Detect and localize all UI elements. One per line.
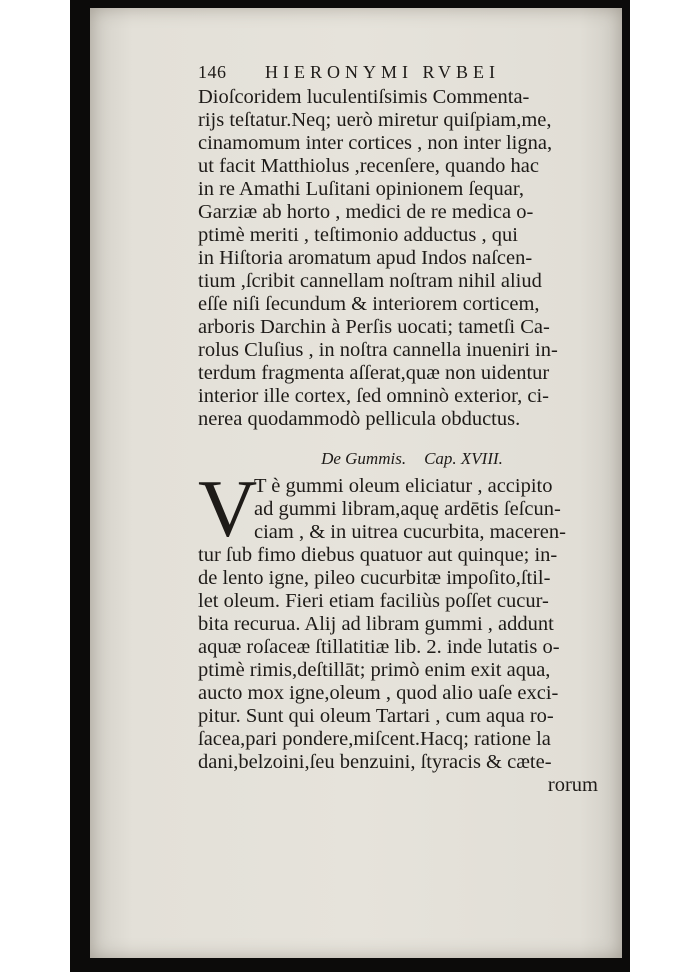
running-title: HIERONYMI RVBEI — [265, 62, 501, 82]
running-head — [198, 58, 606, 86]
text-line: arboris Darchin à Perſis uocati; tametſi Ca- — [198, 316, 550, 338]
paragraph-continued — [198, 86, 606, 431]
text-line: Dioſcoridem luculentiſsimis Commenta- — [198, 86, 530, 108]
text-line: de lento igne, pileo cucurbitæ impoſito,ſtil- — [198, 567, 551, 589]
text-line: ad gummi libram,aquę ardētis ſeſcun- — [254, 498, 561, 520]
text-line: aucto mox igne,oleum , quod alio uaſe exci- — [198, 682, 559, 704]
chapter-heading — [198, 431, 606, 475]
chapter-title: De Gummis. — [321, 449, 407, 468]
drop-cap: V — [198, 463, 258, 554]
text-line: ptimè meriti , teſtimonio adductus , qui — [198, 224, 518, 246]
text-line: in Hiſtoria aromatum apud Indos naſcen- — [198, 247, 533, 269]
text-line: ptimè rimis,deſtillāt; primò enim exit aqua, — [198, 659, 551, 681]
text-line: rolus Cluſius , in noſtra cannella inueniri in- — [198, 339, 558, 361]
page-number: 146 — [198, 62, 227, 82]
text-line: ciam , & in uitrea cucurbita, maceren- — [254, 521, 566, 543]
text-line: nerea quodammodò pellicula obductus. — [198, 408, 521, 430]
text-line: pitur. Sunt qui oleum Tartari , cum aqua ro- — [198, 705, 554, 727]
chapter-number: Cap. XVIII. — [424, 449, 503, 468]
text-line: interior ille cortex, ſed omninò exterior, ci- — [198, 385, 549, 407]
catchword: rorum — [547, 774, 598, 796]
text-line: tur ſub fimo diebus quatuor aut quinque; in- — [198, 544, 558, 566]
text-line: eſſe niſi ſecundum & interiorem corticem, — [198, 293, 540, 315]
text-line: Garziæ ab horto , medici de re medica o- — [198, 201, 534, 223]
text-line: ſacea,pari pondere,miſcent.Hacq; ratione la — [198, 728, 551, 750]
text-line: dani,belzoini,ſeu benzuini, ſtyracis & cæte- — [198, 751, 552, 773]
text-line: terdum fragmenta aſſerat,quæ non uidentur — [198, 362, 550, 384]
text-line: rijs teſtatur.Neq; uerò miretur quiſpiam,me, — [198, 109, 552, 131]
text-line: let oleum. Fieri etiam faciliùs poſſet cucur- — [198, 590, 549, 612]
text-line: T è gummi oleum eliciatur , accipito — [254, 475, 553, 497]
chapter-paragraph — [198, 463, 606, 774]
text-line: tium ,ſcribit cannellam noſtram nihil aliud — [198, 270, 542, 292]
text-line: bita recurua. Alij ad libram gummi , addunt — [198, 613, 554, 635]
text-line: aquæ roſaceæ ſtillatitiæ lib. 2. inde lutatis o- — [198, 636, 560, 658]
page-text — [198, 58, 606, 797]
text-line: ut facit Matthiolus ,recenſere, quando hac — [198, 155, 539, 177]
text-line: in re Amathi Luſitani opinionem ſequar, — [198, 178, 524, 200]
text-line: cinamomum inter cortices , non inter ligna, — [198, 132, 553, 154]
